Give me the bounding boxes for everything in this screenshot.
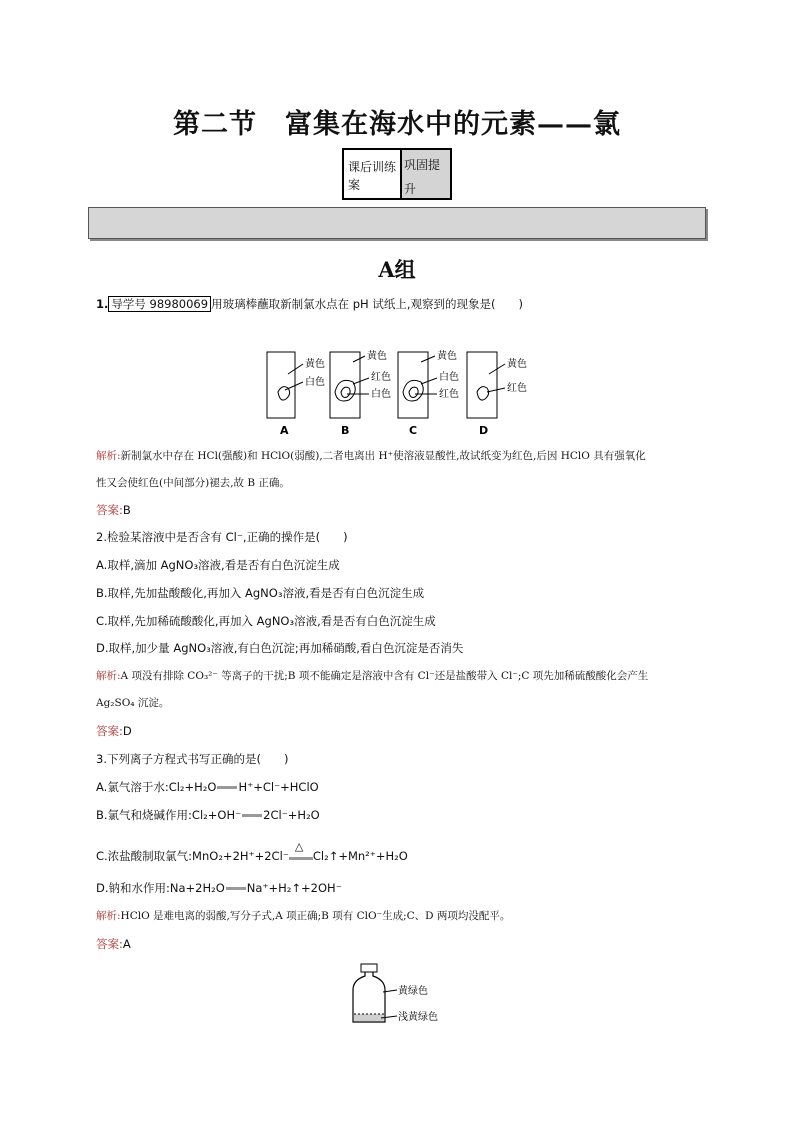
q1-analysis-text-1: 新制氯水中存在 HCl(强酸)和 HClO(弱酸),二者电离出 H⁺使溶液显酸性,故试纸变为红色,后因 HClO 具有强氧化 [120, 450, 646, 462]
q2-answer-value: D [122, 724, 132, 738]
q1-text: 用玻璃棒蘸取新制氯水点在 pH 试纸上,观察到的现象是( ) [211, 297, 523, 311]
tab-after-class[interactable]: 课后训练案 [344, 150, 402, 198]
guide-number[interactable]: 导学号 98980069 [108, 296, 211, 312]
equals-bar [226, 887, 246, 890]
q3-c-left: C.浓盐酸制取氯气:MnO₂+2H⁺+2Cl⁻ [96, 849, 289, 863]
a-inner-label: 白色 [305, 377, 325, 388]
b-letter: B [341, 424, 350, 437]
q1-answer-label: 答案: [96, 503, 123, 517]
d-letter: D [479, 424, 489, 437]
q1-figure [255, 340, 555, 440]
q3-stem: 3.下列离子方程式书写正确的是( ) [96, 752, 289, 766]
q1-number: 1. [96, 297, 109, 311]
q2-answer-label: 答案: [96, 724, 123, 738]
b-inner-label: 白色 [371, 389, 391, 400]
q2-analysis-line-1 [96, 668, 648, 683]
q3-option-c [96, 839, 408, 864]
d-inner-label: 红色 [507, 383, 527, 394]
equals-bar [217, 786, 237, 789]
q3-a-right: H⁺+Cl⁻+HClO [238, 780, 319, 794]
c-outer-label: 黄色 [437, 351, 457, 362]
q3-b-right: 2Cl⁻+H₂O [263, 808, 320, 822]
c-middle-label: 白色 [439, 372, 459, 383]
tab-consolidate[interactable]: 巩固提升 [402, 150, 450, 198]
q1-analysis-label: 解析: [96, 450, 121, 462]
q1-stem [96, 296, 523, 312]
gas-bottle-figure [345, 962, 455, 1028]
q2-option-b: B.取样,先加盐酸酸化,再加入 AgNO₃溶液,看是否有白色沉淀生成 [96, 586, 425, 600]
option-a-diagram [267, 352, 325, 437]
q2-analysis-label: 解析: [96, 670, 121, 682]
option-d-diagram [467, 352, 527, 437]
q3-analysis-text: HClO 是难电离的弱酸,写分子式,A 项正确;B 项有 ClO⁻生成;C、D 两项均没配平。 [120, 910, 511, 922]
c-inner-label: 红色 [439, 389, 459, 400]
b-middle-label: 红色 [371, 372, 391, 383]
q2-option-c: C.取样,先加稀硫酸酸化,再加入 AgNO₃溶液,看是否有白色沉淀生成 [96, 614, 436, 628]
q3-d-right: Na⁺+H₂↑+2OH⁻ [246, 881, 342, 895]
q3-d-left: D.钠和水作用:Na+2H₂O [96, 881, 225, 895]
group-heading: A组 [378, 257, 416, 282]
q1-answer-value: B [122, 503, 131, 517]
b-outer-label: 黄色 [367, 351, 387, 362]
section-tabs [342, 148, 452, 200]
page-title: 第二节 富集在海水中的元素——氯 [173, 109, 621, 140]
q1-analysis-line-1 [96, 448, 646, 463]
option-b-diagram [330, 349, 391, 437]
a-outer-label: 黄色 [305, 359, 325, 370]
bottle-upper-label: 黄绿色 [398, 986, 428, 997]
q2-analysis-text-1: A 项没有排除 CO₃²⁻ 等离子的干扰;B 项不能确定是溶液中含有 Cl⁻还是盐酸带入 Cl⁻;C 项先加稀硫酸酸化会产生 [120, 670, 649, 682]
q3-analysis [96, 908, 510, 923]
option-c-diagram [398, 349, 459, 437]
equals-bar [242, 814, 262, 817]
q3-c-right: Cl₂↑+Mn²⁺+H₂O [312, 849, 408, 863]
q2-analysis-line-2: Ag₂SO₄ 沉淀。 [96, 697, 170, 709]
c-letter: C [409, 424, 418, 437]
q2-stem: 2.检验某溶液中是否含有 Cl⁻,正确的操作是( ) [96, 530, 348, 544]
q2-answer [96, 723, 132, 739]
section-banner [88, 207, 706, 239]
q2-option-a: A.取样,滴加 AgNO₃溶液,看是否有白色沉淀生成 [96, 558, 340, 572]
heat-triangle-icon: △ [294, 839, 304, 853]
q3-option-d [96, 880, 342, 896]
q2-option-d: D.取样,加少量 AgNO₃溶液,有白色沉淀;再加稀硝酸,看白色沉淀是否消失 [96, 641, 464, 655]
q3-option-a [96, 779, 319, 795]
q3-answer-label: 答案: [96, 937, 123, 951]
a-letter: A [280, 424, 289, 437]
bottle-lower-label: 浅黄绿色 [398, 1012, 438, 1023]
q3-b-left: B.氯气和烧碱作用:Cl₂+OH⁻ [96, 808, 242, 822]
q1-analysis-line-2: 性又会使红色(中间部分)褪去,故 B 正确。 [96, 477, 290, 489]
q3-option-b [96, 807, 320, 823]
q3-answer-value: A [122, 937, 131, 951]
q3-a-left: A.氯气溶于水:Cl₂+H₂O [96, 780, 217, 794]
q1-answer [96, 502, 131, 518]
d-outer-label: 黄色 [507, 359, 527, 370]
q3-answer [96, 936, 131, 952]
heat-condition-bar [289, 839, 313, 862]
q3-analysis-label: 解析: [96, 910, 121, 922]
